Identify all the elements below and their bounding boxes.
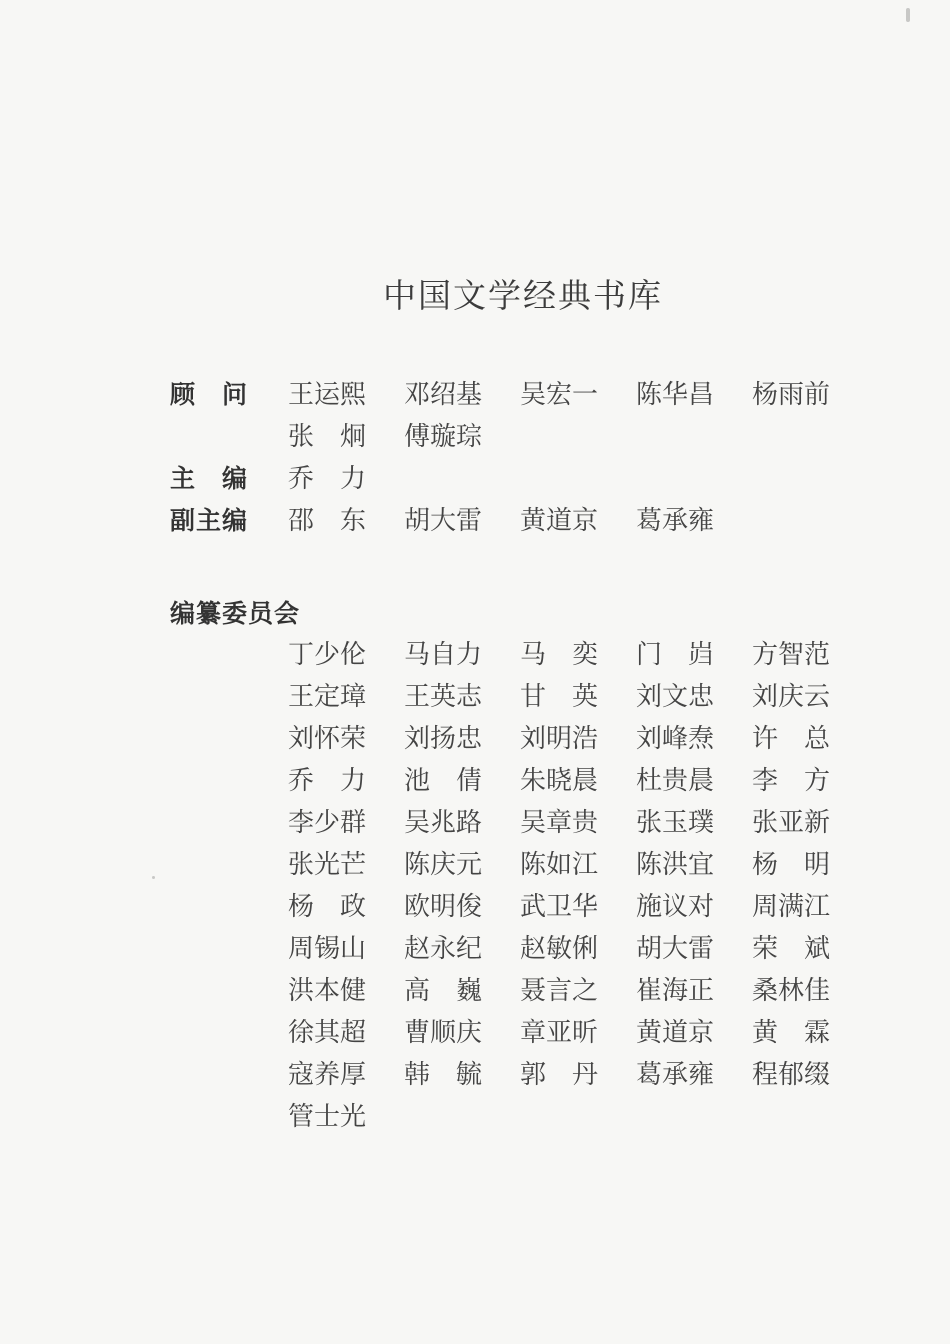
committee-member-name: 王定璋 [288,682,367,712]
committee-member-name: 赵永纪 [404,934,483,964]
committee-member-name: 聂言之 [520,976,599,1006]
committee-member-name: 方智范 [752,640,831,670]
committee-member-name: 李 方 [752,766,831,796]
committee-member-name: 刘峰焘 [636,724,715,754]
committee-member-name: 马 奕 [520,640,599,670]
committee-member-name: 程郁缀 [752,1060,831,1090]
deputy-editors-label: 副主编 [170,506,249,535]
committee-member-name: 高 巍 [404,976,483,1006]
chief-editor-names [288,458,868,500]
chief-editor-row [170,458,870,500]
advisor-name: 邓绍基 [404,380,483,410]
committee-member-name: 吴兆路 [404,808,483,838]
committee-member-name: 许 总 [752,724,831,754]
deputy-editor-name: 胡大雷 [404,506,483,536]
committee-member-name: 管士光 [288,1102,367,1132]
deputy-editor-name: 葛承雍 [636,506,715,536]
committee-member-name: 张光芒 [288,850,367,880]
committee-member-name: 周锡山 [288,934,367,964]
committee-member-name: 荣 斌 [752,934,831,964]
committee-member-name: 王英志 [404,682,483,712]
committee-member-name: 朱晓晨 [520,766,599,796]
editorial-roster [170,374,870,1138]
committee-member-name: 杜贵晨 [636,766,715,796]
committee-member-name: 韩 毓 [404,1060,483,1090]
chief-editor-label: 主 编 [170,464,249,493]
advisor-name: 张 炯 [288,422,367,452]
book-series-title: 中国文学经典书库 [383,276,663,315]
committee-member-name: 赵敏俐 [520,934,599,964]
committee-member-name: 胡大雷 [636,934,715,964]
committee-member-name: 丁少伦 [288,640,367,670]
advisor-name: 傅璇琮 [404,422,483,452]
committee-member-name: 葛承雍 [636,1060,715,1090]
committee-member-name: 陈庆元 [404,850,483,880]
committee-member-name: 欧明俊 [404,892,483,922]
committee-member-name: 刘文忠 [636,682,715,712]
paper-speck [906,8,910,22]
deputy-editor-name: 邵 东 [288,506,367,536]
committee-member-name: 曹顺庆 [404,1018,483,1048]
advisor-name: 陈华昌 [636,380,715,410]
committee-member-name: 刘庆云 [752,682,831,712]
section-spacer [170,542,870,584]
committee-member-name: 陈如江 [520,850,599,880]
advisors-row [170,374,870,458]
committee-member-name: 乔 力 [288,766,367,796]
advisors-label: 顾 问 [170,380,249,409]
advisor-name: 杨雨前 [752,380,831,410]
committee-member-name: 桑林佳 [752,976,831,1006]
committee-member-name: 刘明浩 [520,724,599,754]
committee-member-name: 杨 政 [288,892,367,922]
committee-member-name: 陈洪宜 [636,850,715,880]
committee-member-name: 周满江 [752,892,831,922]
committee-member-name: 张亚新 [752,808,831,838]
committee-member-name: 吴章贵 [520,808,599,838]
committee-member-name: 郭 丹 [520,1060,599,1090]
committee-member-name: 马自力 [404,640,483,670]
committee-member-name: 张玉璞 [636,808,715,838]
committee-member-name: 门 岿 [636,640,715,670]
deputy-editors-names [288,500,868,542]
committee-member-name: 杨 明 [752,850,831,880]
committee-member-name: 李少群 [288,808,367,838]
advisor-name: 吴宏一 [520,380,599,410]
committee-names [288,634,878,1138]
advisors-names [288,374,868,458]
committee-member-name: 寇养厚 [288,1060,367,1090]
chief-editor-name: 乔 力 [288,464,367,494]
committee-member-name: 洪本健 [288,976,367,1006]
committee-member-name: 黄 霖 [752,1018,831,1048]
committee-member-name: 崔海正 [636,976,715,1006]
committee-label: 编纂委员会 [170,599,301,628]
committee-member-name: 甘 英 [520,682,599,712]
deputy-editors-row [170,500,870,542]
committee-member-name: 刘怀荣 [288,724,367,754]
committee-member-name: 黄道京 [636,1018,715,1048]
committee-member-name: 池 倩 [404,766,483,796]
committee-member-name: 施议对 [636,892,715,922]
committee-member-name: 武卫华 [520,892,599,922]
deputy-editor-name: 黄道京 [520,506,599,536]
advisor-name: 王运熙 [288,380,367,410]
committee-member-name: 章亚昕 [520,1018,599,1048]
committee-member-name: 刘扬忠 [404,724,483,754]
paper-speck [152,876,155,879]
committee-member-name: 徐其超 [288,1018,367,1048]
